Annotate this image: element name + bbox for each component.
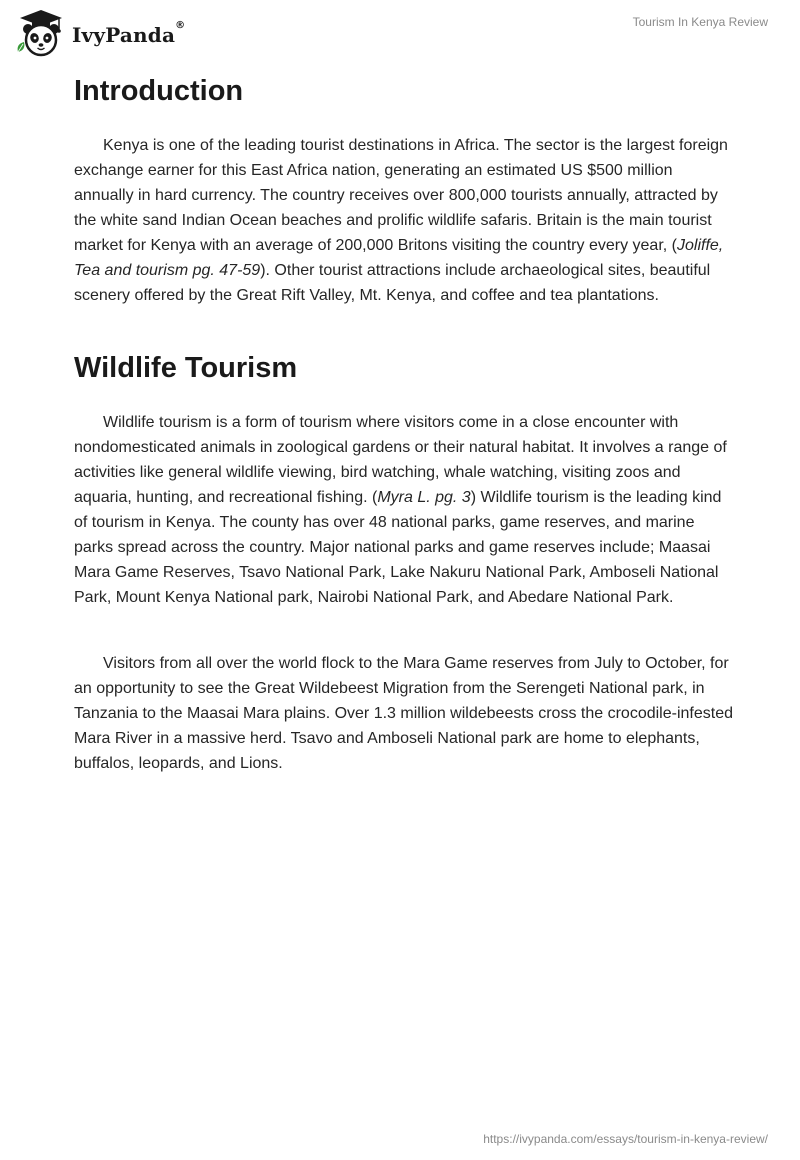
ivypanda-logo[interactable] [14, 8, 185, 58]
paragraph-introduction: Kenya is one of the leading tourist destinations in Africa. The sector is the largest foreign exchange earner for this East Africa nation, generating an estimated US $500 million annually in hard currency. The country receives over 800,000 tourists annually, attracted by the white sand Indian Ocean beaches and prolific wildlife safaris. Britain is the main tourist market for Kenya with an average of 200,000 Britons visiting the country every year, (Joliffe, Tea and tourism pg. 47-59). Other tourist attractions include archaeological sites, beautiful scenery offered by the Great Rift Valley, Mt. Kenya, and coffee and tea plantations. [74, 137, 728, 304]
document-title: Tourism In Kenya Review [632, 15, 768, 29]
paragraph-wildlife-1: Wildlife tourism is a form of tourism where visitors come in a close encounter with nondomesticated animals in zoological gardens or their natural habitat. It involves a range of activities like general wildlife viewing, bird watching, whale watching, visiting zoos and aquaria, hunting, and recreational fishing. (Myra L. pg. 3) Wildlife tourism is the leading kind of tourism in Kenya. The county has over 48 national parks, game reserves, and marine parks spread across the country. Major national parks and game reserves include; Maasai Mara Game Reserves, Tsavo National Park, Lake Nakuru National Park, Amboseli National Park, Mount Kenya National park, Nairobi National Park, and Abedare National Park. [74, 414, 727, 606]
source-url[interactable]: https://ivypanda.com/essays/tourism-in-kenya-review/ [483, 1132, 768, 1146]
citation-myra: Myra L. pg. 3 [377, 489, 471, 506]
citation-joliffe: Joliffe, Tea and tourism pg. 47-59 [74, 237, 724, 279]
heading-introduction: Introduction [74, 75, 244, 107]
page-header [0, 0, 800, 60]
heading-wildlife-tourism: Wildlife Tourism [74, 352, 298, 384]
panda-graduate-icon [14, 8, 68, 58]
paragraph-wildlife-2: Visitors from all over the world flock to the Mara Game reserves from July to October, for an opportunity to see the Great Wildebeest Migration from the Serengeti National park, in Tanzania to the Maasai Mara plains. Over 1.3 million wildebeests cross the crocodile-infested Mara River in a massive herd. Tsavo and Amboseli National park are home to elephants, buffalos, leopards, and Lions. [74, 655, 733, 772]
registered-mark: ® [175, 20, 186, 31]
brand-name: IvyPanda® [72, 20, 186, 47]
